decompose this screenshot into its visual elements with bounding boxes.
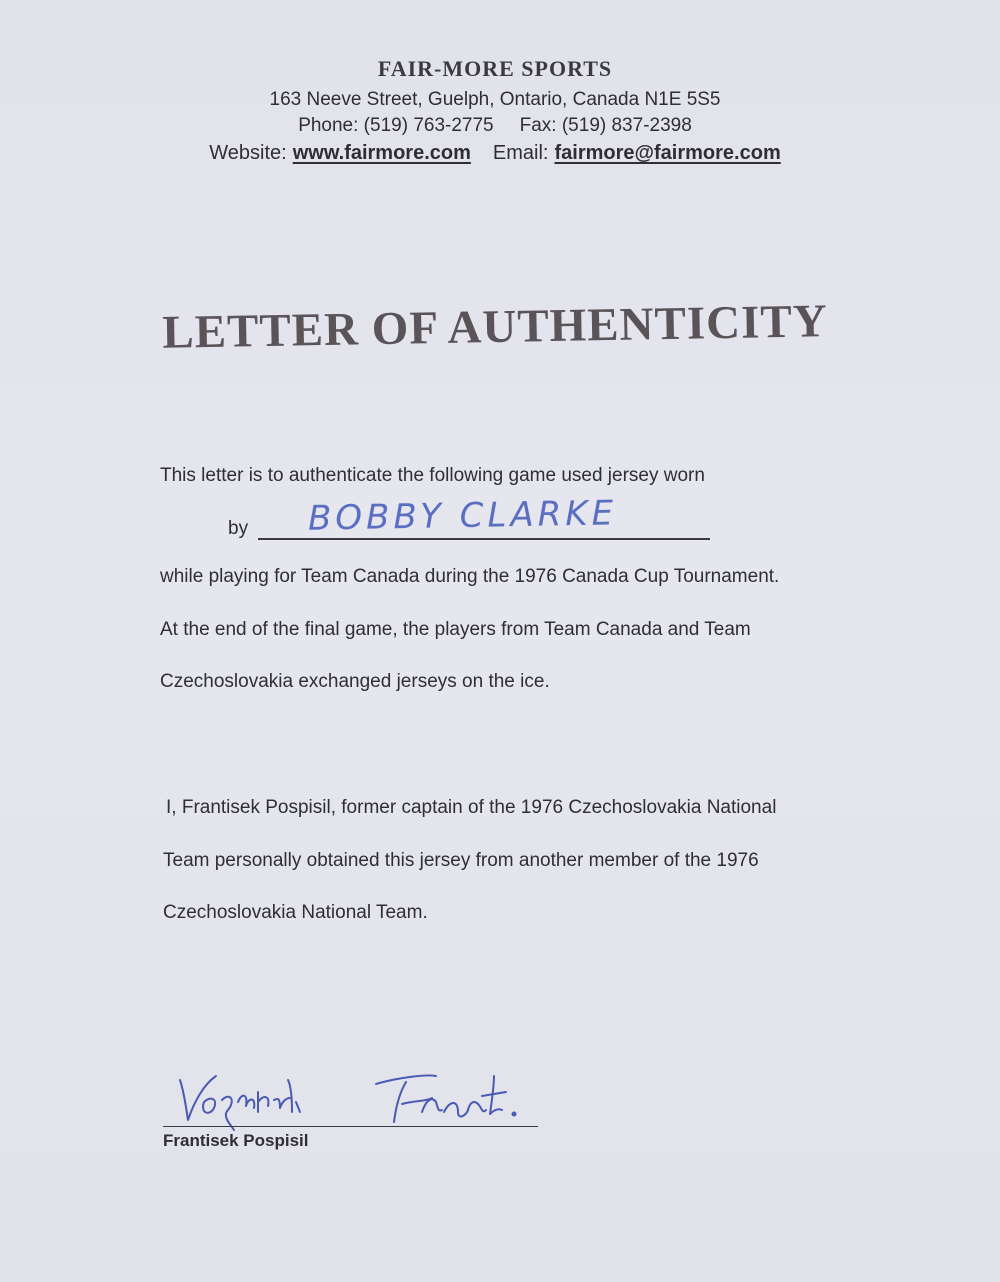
- phone-number: Phone: (519) 763-2775: [298, 115, 494, 136]
- contact-web-email: [0, 142, 990, 165]
- email-link[interactable]: fairmore@fairmore.com: [554, 142, 781, 164]
- by-label: by: [228, 518, 249, 539]
- website-label: Website:: [209, 142, 287, 164]
- body-line: Team personally obtained this jersey from another member of the 1976: [163, 850, 759, 871]
- body-line: while playing for Team Canada during the 1976 Canada Cup Tournament.: [160, 566, 780, 587]
- signature-line: [163, 1126, 538, 1127]
- handwritten-player-name: BOBBY CLARKE: [307, 493, 618, 539]
- website-link[interactable]: www.fairmore.com: [292, 142, 471, 164]
- contact-phone-fax: [0, 115, 990, 137]
- body-line: At the end of the final game, the players from Team Canada and Team: [160, 619, 751, 640]
- fax-number: Fax: (519) 837-2398: [519, 115, 692, 136]
- body-line: Czechoslovakia exchanged jerseys on the ice.: [160, 671, 550, 692]
- email-label: Email:: [492, 142, 549, 164]
- company-name: FAIR-MORE SPORTS: [377, 56, 613, 81]
- handwritten-signature: [176, 1062, 556, 1132]
- body-line: Czechoslovakia National Team.: [163, 902, 428, 923]
- signatory-name: Frantisek Pospisil: [163, 1131, 309, 1150]
- player-name-field: [228, 493, 718, 544]
- letter-title: LETTER OF AUTHENTICITY: [161, 295, 829, 359]
- body-line: I, Frantisek Pospisil, former captain of the 1976 Czechoslovakia National: [166, 797, 777, 818]
- body-line: This letter is to authenticate the following game used jersey worn: [160, 465, 705, 486]
- company-address: 163 Neeve Street, Guelph, Ontario, Canada N1E 5S5: [269, 89, 721, 110]
